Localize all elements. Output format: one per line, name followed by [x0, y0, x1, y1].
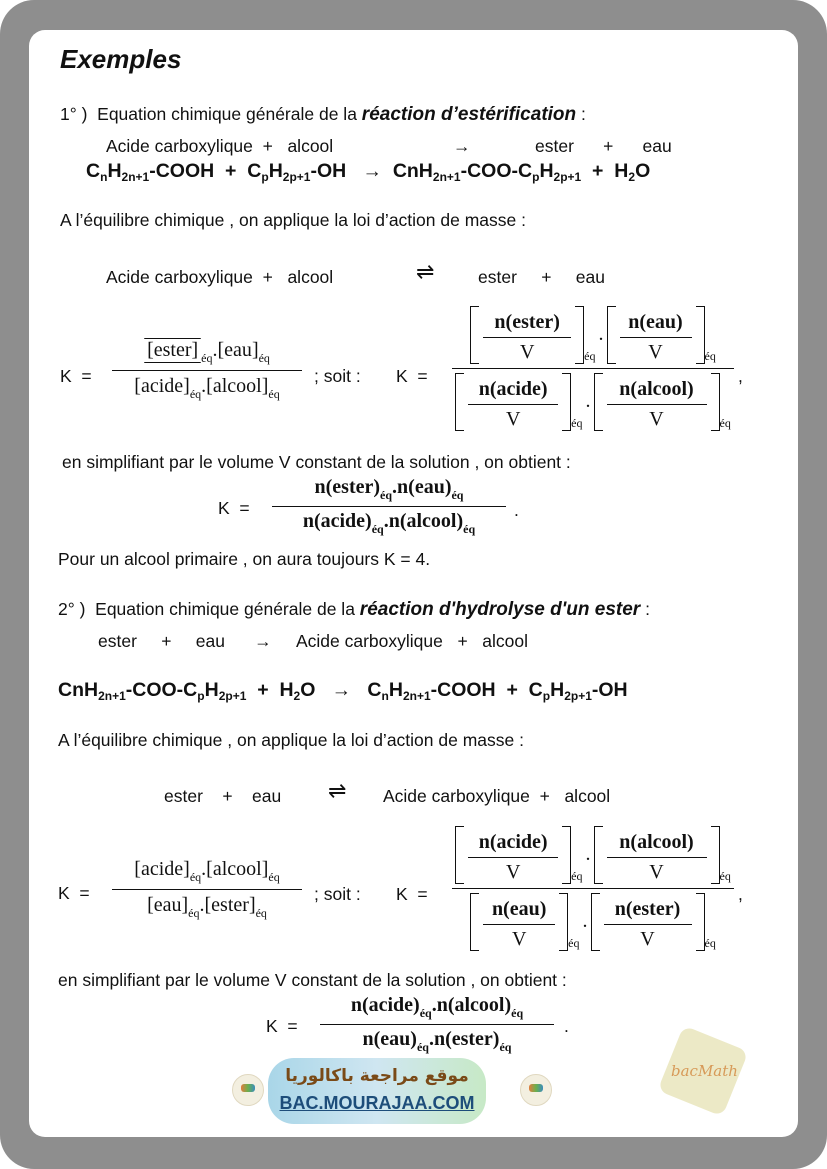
word-equation-1-products: ester + eau	[535, 136, 672, 156]
section-intro: Equation chimique générale de la	[95, 599, 355, 619]
simplify-text-1: en simplifiant par le volume V constant de la solution , on obtient :	[62, 452, 571, 472]
word-equation-2: ester + eau → Acide carboxylique + alcool	[98, 631, 529, 651]
site-seal-icon	[520, 1074, 552, 1106]
section-1-heading: 1° ) Equation chimique générale de la réaction d’estérification :	[60, 104, 586, 125]
numerator: $n(ester)_{éq}.n(eau)_{éq}$	[314, 476, 464, 502]
section-2-heading: 2° ) Equation chimique générale de la réaction d'hydrolyse d'un ester :	[58, 599, 650, 620]
k-label-1: K =	[60, 366, 92, 386]
numerator: $n(acide)_{éq}.n(alcool)_{éq}$	[350, 994, 524, 1020]
equilibrium-products-1: ester + eau	[478, 267, 605, 287]
watermark-url-link[interactable]: BAC.MOURAJAA.COM	[279, 1093, 475, 1113]
numerator: n(acide) V éq . n(alcool) V éq	[455, 826, 731, 884]
section-keyword: réaction d’estérification	[361, 104, 577, 125]
equilibrium-text-2: A l’équilibre chimique , on applique la loi d’action de masse :	[58, 730, 524, 750]
chemical-equation-1: $C_nH_{2n+1}$-COOH + $C_pH_{2p+1}-OH \to CnH_{2n+1}-COO-C_pH_{2p+1} + H_2O$	[86, 160, 651, 184]
conclusion-text: Pour un alcool primaire , on aura toujours K = 4.	[58, 549, 431, 569]
k-fraction-concentrations-1	[112, 338, 302, 402]
k-label-1b: K =	[396, 366, 428, 386]
denominator: $n(eau)_{éq}.n(ester)_{éq}$	[362, 1028, 512, 1054]
dot-2: .	[564, 1016, 569, 1036]
arrow-1: →	[453, 136, 471, 156]
equilibrium-arrow-icon: ⇌	[416, 259, 435, 284]
comma-1: ,	[738, 366, 743, 386]
dot-1: .	[514, 500, 519, 520]
bacmath-logo-text: bacMath	[671, 1062, 738, 1080]
equilibrium-products-2: Acide carboxylique + alcool	[383, 786, 611, 806]
section-number: 2° )	[58, 599, 86, 619]
equilibrium-arrow-icon-2: ⇌	[328, 778, 347, 803]
k-fraction-moles-2	[320, 994, 554, 1055]
k-label-2c: K =	[266, 1016, 298, 1036]
equilibrium-text-1: A l’équilibre chimique , on applique la loi d’action de masse :	[60, 210, 526, 230]
soit-label-1: ; soit :	[314, 366, 361, 386]
denominator: $n(acide)_{éq}.n(alcool)_{éq}$	[302, 510, 476, 536]
equilibrium-equation-1: Acide carboxylique + alcool	[106, 267, 334, 287]
k-label-2: K =	[58, 883, 90, 903]
k-fraction-moles-volume-1	[452, 306, 734, 431]
watermark-banner[interactable]	[268, 1058, 486, 1124]
word-equation-1: Acide carboxylique + alcool	[106, 136, 334, 156]
chemical-equation-2: $CnH_{2n+1}-COO-C_pH_{2p+1} + H_2O$ → $C_nH_{2n+1}$-COOH + $C_pH_{2p+1}-OH$	[58, 679, 628, 703]
denominator: n(acide) V éq . n(alcool) V éq	[455, 373, 731, 431]
k-label-2b: K =	[396, 884, 428, 904]
comma-2: ,	[738, 884, 743, 904]
denominator: n(eau) V éq . n(ester) V éq	[470, 893, 716, 951]
page-title: Exemples	[60, 44, 182, 74]
k-fraction-moles-1	[272, 476, 506, 537]
section-keyword: réaction d'hydrolyse d'un ester	[359, 599, 641, 620]
denominator: $[acide]_{éq}.[alcool]_{éq}$	[134, 375, 280, 401]
numerator: $[acide]_{éq}.[alcool]_{éq}$	[134, 858, 280, 884]
denominator: $[eau]_{éq}.[ester]_{éq}$	[147, 894, 267, 920]
k-fraction-moles-volume-2	[452, 826, 734, 951]
numerator: n(ester) V éq . n(eau) V éq	[470, 306, 716, 364]
watermark-arabic: موقع مراجعة باكالوريا	[285, 1066, 469, 1086]
k-fraction-concentrations-2	[112, 858, 302, 921]
section-number: 1° )	[60, 104, 88, 124]
site-seal-icon	[232, 1074, 264, 1106]
soit-label-2: ; soit :	[314, 884, 361, 904]
numerator: [ester] $_{éq}.[eau]_{éq}$	[144, 338, 270, 366]
section-intro: Equation chimique générale de la	[97, 104, 357, 124]
simplify-text-2: en simplifiant par le volume V constant de la solution , on obtient :	[58, 970, 567, 990]
k-label-1c: K =	[218, 498, 250, 518]
equilibrium-equation-2: ester + eau	[164, 786, 282, 806]
